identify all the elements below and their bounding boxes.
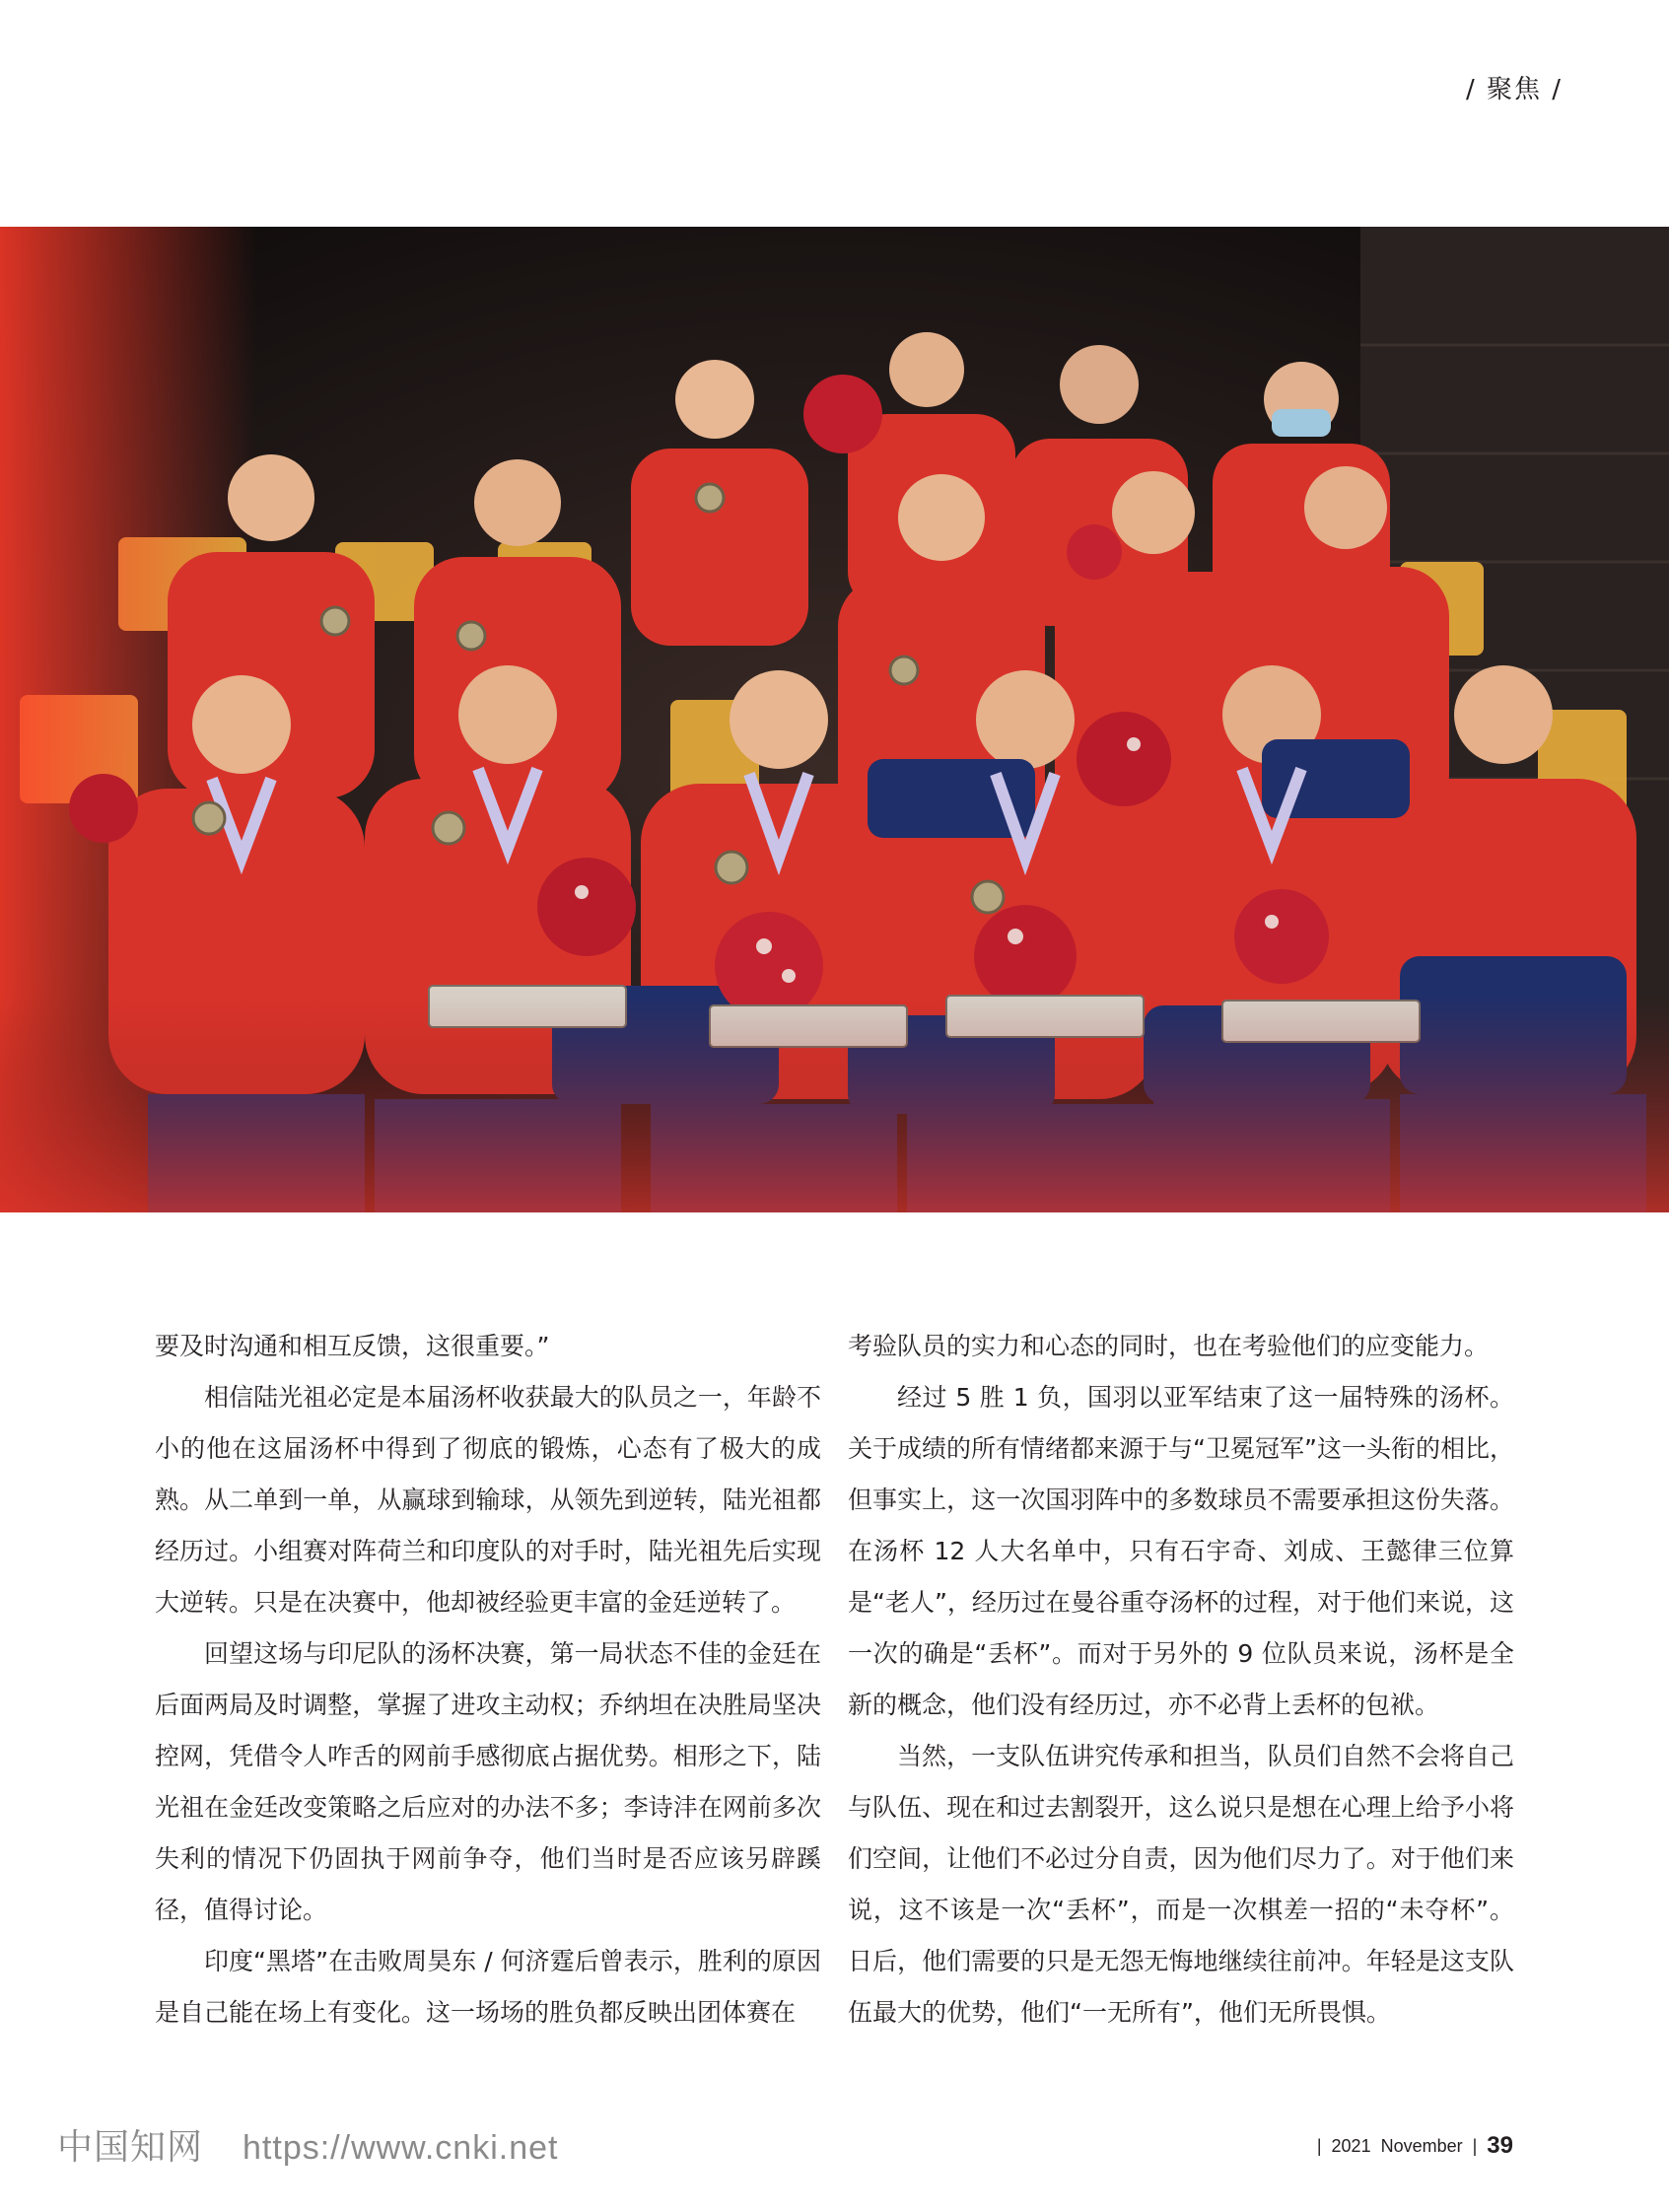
article-paragraph: 考验队员的实力和心态的同时，也在考验他们的应变能力。 bbox=[848, 1332, 1490, 1360]
watermark bbox=[57, 2119, 558, 2170]
article-paragraph: 当然，一支队伍讲究传承和担当，队员们自然不会将自己与队伍、现在和过去割裂开，这么说只是想在心理上给予小将们空间，让他们不必过分自责，因为他们尽力了。对于他们来说，这不该是一次“丢杯”，而是一次棋差一招的“未夺杯”。日后，他们需要的只是无怨无悔地继续往前冲。年轻是这支队伍最大的优势，他们“一无所有”，他们无所畏惧。 bbox=[848, 1742, 1514, 2027]
watermark-url[interactable]: https://www.cnki.net bbox=[243, 2129, 559, 2167]
article-paragraph: 印度“黑塔”在击败周昊东 / 何济霆后曾表示，胜利的原因是自己能在场上有变化。这一场场的胜负都反映出团体赛在 bbox=[155, 1947, 821, 2027]
footer-divider: | bbox=[1316, 2135, 1322, 2156]
page-footer bbox=[1307, 2132, 1513, 2160]
article-paragraph: 经过 5 胜 1 负，国羽以亚军结束了这一届特殊的汤杯。关于成绩的所有情绪都来源于与“卫冕冠军”这一头衔的相比，但事实上，这一次国羽阵中的多数球员不需要承担这份失落。在汤杯 12 人大名单中，只有石宇奇、刘成、王懿律三位算是“老人”，经历过在曼谷重夺汤杯的过程，对于他们来说，这一次的确是“丢杯”。而对于另外的 9 位队员来说，汤杯是全新的概念，他们没有经历过，亦不必背上丢杯的包袱。 bbox=[848, 1383, 1514, 1719]
issue-year: 2021 bbox=[1331, 2135, 1371, 2156]
team-photo-illustration bbox=[0, 227, 1669, 1212]
watermark-name: 中国知网 bbox=[57, 2127, 204, 2168]
page-number: 39 bbox=[1487, 2132, 1513, 2159]
article-paragraph: 回望这场与印尼队的汤杯决赛，第一局状态不佳的金廷在后面两局及时调整，掌握了进攻主动权；乔纳坦在决胜局坚决控网，凭借令人咋舌的网前手感彻底占据优势。相形之下，陆光祖在金廷改变策略之后应对的办法不多；李诗沣在网前多次失利的情况下仍固执于网前争夺，他们当时是否应该另辟蹊径，值得讨论。 bbox=[155, 1639, 821, 1924]
section-tag: / 聚焦 / bbox=[1465, 75, 1563, 104]
team-photo bbox=[0, 227, 1669, 1212]
article-column-right bbox=[848, 1321, 1514, 2039]
article-column-left bbox=[155, 1321, 821, 2039]
article-paragraph: 相信陆光祖必定是本届汤杯收获最大的队员之一，年龄不小的他在这届汤杯中得到了彻底的锻炼，心态有了极大的成熟。从二单到一单，从赢球到输球，从领先到逆转，陆光祖都经历过。小组赛对阵荷兰和印度队的对手时，陆光祖先后实现大逆转。只是在决赛中，他却被经验更丰富的金廷逆转了。 bbox=[155, 1383, 821, 1617]
footer-divider: | bbox=[1472, 2135, 1478, 2156]
issue-month: November bbox=[1380, 2135, 1463, 2156]
article-paragraph: 要及时沟通和相互反馈，这很重要。” bbox=[155, 1332, 550, 1360]
